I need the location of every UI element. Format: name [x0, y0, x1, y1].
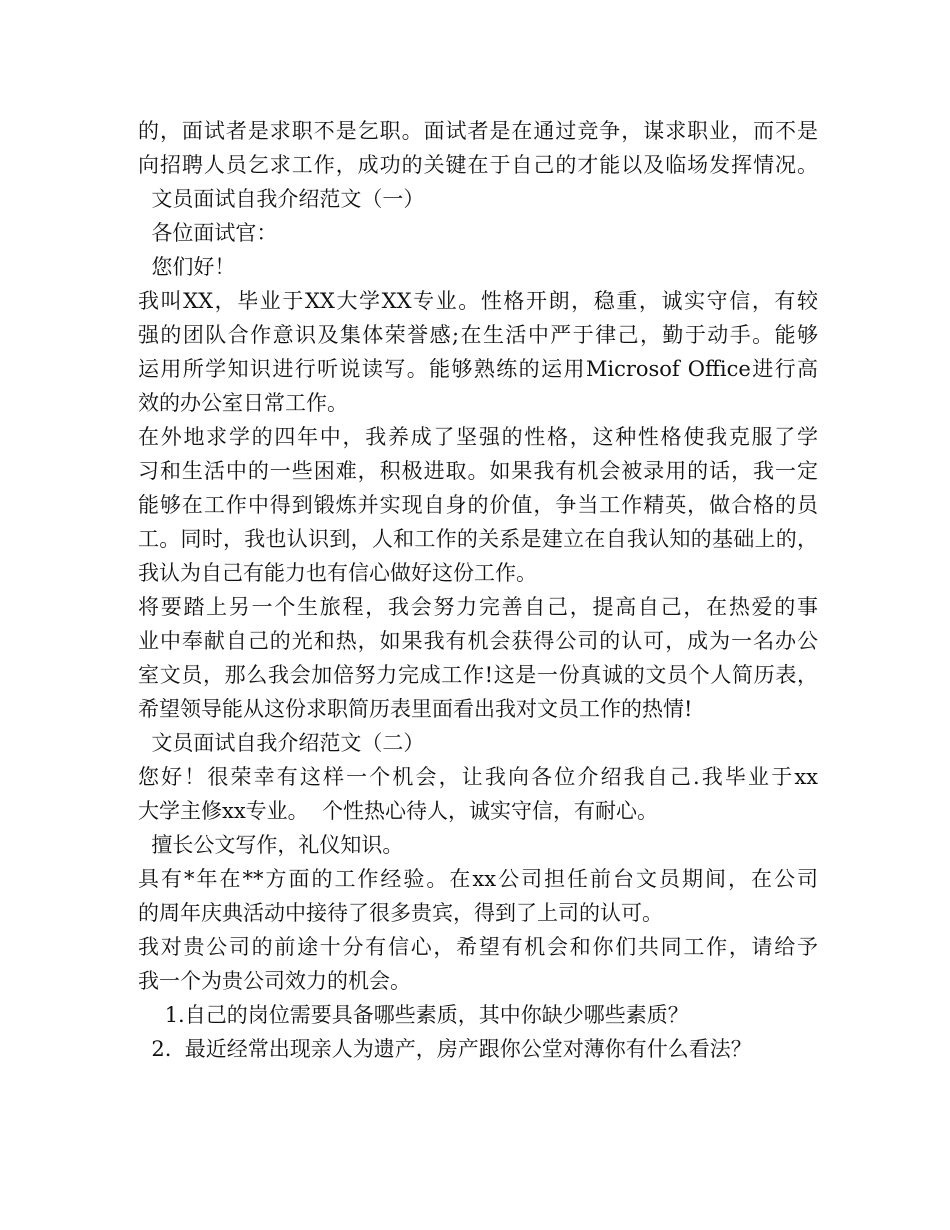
- text-line: 的周年庆典活动中接待了很多贵宾，得到了上司的认可。: [138, 901, 663, 925]
- text-line: 向招聘人员乞求工作，成功的关键在于自己的才能以及临场发挥情况。: [138, 153, 818, 177]
- text-line: 运用所学知识进行听说读写。能够熟练的运用Microsof Office进行高: [138, 357, 818, 381]
- text-line: 您们好！: [138, 255, 236, 279]
- text-line: 我一个为贵公司效力的机会。: [138, 969, 411, 993]
- text-line: 习和生活中的一些困难，积极进取。如果我有机会被录用的话，我一定: [138, 459, 818, 483]
- text-line: 1.自己的岗位需要具备哪些素质，其中你缺少哪些素质？: [138, 1003, 689, 1027]
- text-line: 擅长公文写作，礼仪知识。: [138, 833, 404, 857]
- text-line: 我认为自己有能力也有信心做好这份工作。: [138, 561, 537, 585]
- text-line: 强的团队合作意识及集体荣誉感;在生活中严于律己，勤于动手。能够: [138, 323, 818, 347]
- text-line: 我叫XX，毕业于XX大学XX专业。性格开朗，稳重，诚实守信，有较: [138, 289, 818, 313]
- text-line: 效的办公室日常工作。: [138, 391, 348, 415]
- text-line: 在外地求学的四年中，我养成了坚强的性格，这种性格使我克服了学: [138, 425, 818, 449]
- text-line: 我对贵公司的前途十分有信心，希望有机会和你们共同工作，请给予: [138, 935, 818, 959]
- text-line: 将要踏上另一个生旅程，我会努力完善自己，提高自己，在热爱的事: [138, 595, 818, 619]
- text-line: 您好！很荣幸有这样一个机会，让我向各位介绍我自己.我毕业于xx: [138, 765, 818, 789]
- text-line: 的，面试者是求职不是乞职。面试者是在通过竞争，谋求职业，而不是: [138, 119, 818, 143]
- text-line: 室文员，那么我会加倍努力完成工作!这是一份真诚的文员个人简历表，: [138, 663, 818, 687]
- text-line: 2. 最近经常出现亲人为遗产，房产跟你公堂对薄你有什么看法？: [138, 1037, 752, 1061]
- text-line: 文员面试自我介绍范文（一）: [138, 187, 425, 211]
- document-body: [138, 114, 818, 1066]
- text-line: 各位面试官：: [138, 221, 278, 245]
- text-line: 能够在工作中得到锻炼并实现自身的价值，争当工作精英，做合格的员: [138, 493, 818, 517]
- text-line: 具有*年在**方面的工作经验。在xx公司担任前台文员期间，在公司: [138, 867, 818, 891]
- text-line: 希望领导能从这份求职简历表里面看出我对文员工作的热情!: [138, 697, 693, 721]
- text-line: 文员面试自我介绍范文（二）: [138, 731, 425, 755]
- text-line: 工。同时，我也认识到，人和工作的关系是建立在自我认知的基础上的，: [138, 527, 818, 551]
- text-line: 业中奉献自己的光和热，如果我有机会获得公司的认可，成为一名办公: [138, 629, 818, 653]
- text-line: 大学主修xx专业。 个性热心待人，诚实守信，有耐心。: [138, 799, 659, 823]
